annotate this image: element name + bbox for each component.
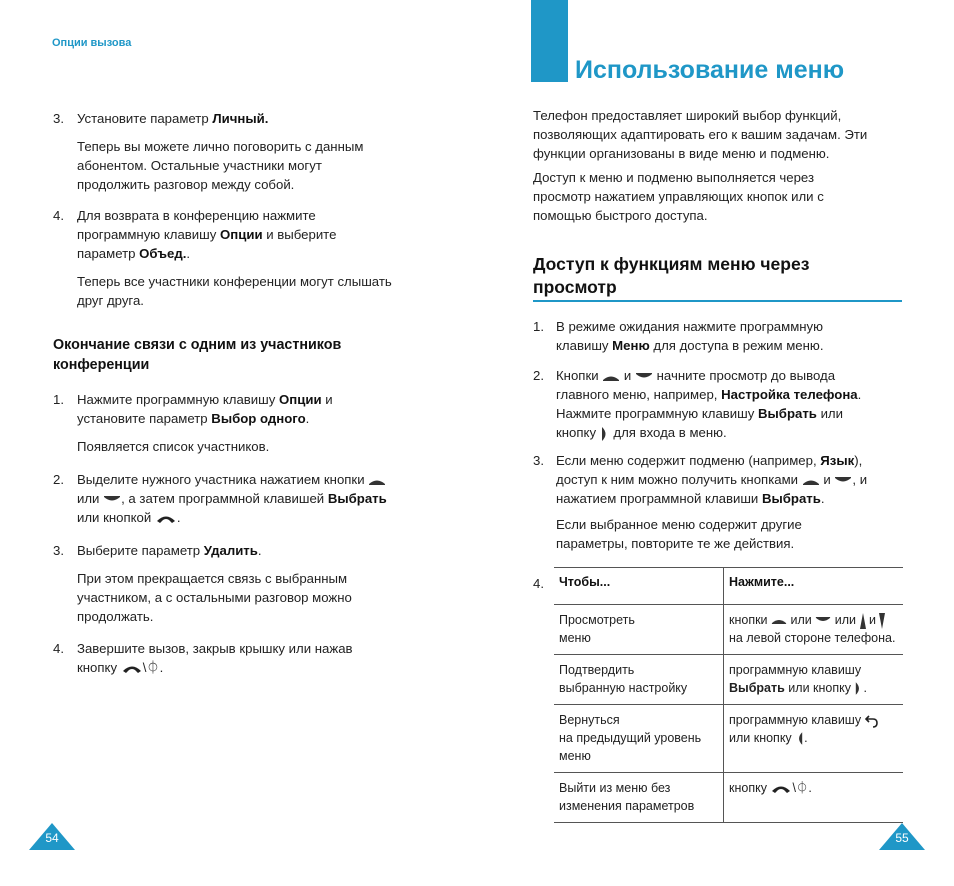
section-header: Опции вызова bbox=[52, 37, 132, 49]
step-number: 3. bbox=[53, 543, 64, 558]
end-call-key-icon bbox=[155, 513, 177, 525]
arrow-up-key-icon bbox=[771, 616, 787, 625]
step-number: 3. bbox=[53, 111, 64, 126]
step-number: 4. bbox=[53, 641, 64, 656]
step-text: Для возврата в конференцию нажмите программную клавишу Опции и выберите параметр Объед.. bbox=[77, 208, 337, 261]
step-text: Нажмите программную клавишу Опции и установите параметр Выбор одного. bbox=[77, 392, 333, 426]
actions-table bbox=[554, 567, 903, 823]
arrow-up-key-icon bbox=[602, 372, 620, 382]
heading-rule bbox=[533, 300, 902, 302]
volume-up-icon bbox=[860, 613, 866, 629]
step-number: 1. bbox=[53, 392, 64, 407]
step-number: 1. bbox=[533, 319, 544, 334]
back-arrow-icon bbox=[865, 714, 879, 728]
step-text: Выберите параметр Удалить. bbox=[77, 543, 262, 558]
title-accent-block bbox=[531, 0, 568, 82]
table-cell: Просмотреть меню bbox=[554, 605, 724, 655]
arrow-up-key-icon bbox=[802, 476, 820, 486]
table-header-row bbox=[554, 568, 903, 605]
end-call-key-icon bbox=[770, 783, 792, 795]
step-number: 3. bbox=[533, 453, 544, 468]
step-text: Кнопки и начните просмотр до вывода главного меню, например, Настройка телефона. Нажмите программную клавишу Выбрать или кнопку для входа в меню. bbox=[556, 368, 862, 440]
table-row bbox=[554, 705, 903, 773]
table-cell: кнопки или или и на левой стороне телефона. bbox=[729, 613, 896, 645]
page-number: 54 bbox=[45, 831, 59, 845]
step-text: Выделите нужного участника нажатием кнопки или , а затем программной клавишей Выбрать или кнопкой . bbox=[77, 472, 387, 525]
step-text: В режиме ожидания нажмите программную клавишу Меню для доступа в режим меню. bbox=[556, 319, 824, 353]
step-detail: При этом прекращается связь с выбранным участником, а с остальными разговор можно продолжать. bbox=[77, 571, 352, 624]
arrow-down-key-icon bbox=[635, 372, 653, 382]
section-heading: Доступ к функциям меню через просмотр bbox=[533, 254, 810, 297]
table-cell: Выйти из меню без изменения параметров bbox=[554, 773, 724, 823]
table-header-cell: Чтобы... bbox=[554, 568, 724, 605]
end-call-key-icon bbox=[121, 663, 143, 675]
arrow-down-key-icon bbox=[815, 616, 831, 625]
table-cell: программную клавишу или кнопку . bbox=[724, 705, 904, 773]
table-row bbox=[554, 655, 903, 705]
table-cell: Подтвердить выбранную настройку bbox=[554, 655, 724, 705]
step-detail: Теперь вы можете лично поговорить с данным абонентом. Остальные участники могут продолжить разговор между собой. bbox=[77, 139, 364, 192]
page-title: Использование меню bbox=[575, 56, 845, 84]
arrow-up-key-icon bbox=[368, 476, 386, 486]
table-header-cell: Нажмите... bbox=[729, 575, 795, 589]
table-cell: программную клавишу Выбрать или кнопку . bbox=[729, 663, 867, 695]
arrow-down-key-icon bbox=[834, 476, 852, 486]
step-text: Если меню содержит подменю (например, Язык), доступ к ним можно получить кнопками и , и нажатием программной клавиши Выбрать. bbox=[556, 453, 868, 506]
section-heading: Окончание связи с одним из участников конференции bbox=[53, 337, 342, 373]
table-row bbox=[554, 605, 903, 655]
step-detail: Если выбранное меню содержит другие параметры, повторите те же действия. bbox=[556, 517, 802, 551]
step-number: 2. bbox=[53, 472, 64, 487]
step-text: Установите параметр Личный. bbox=[77, 111, 269, 126]
volume-down-icon bbox=[879, 613, 885, 629]
left-soft-key-icon bbox=[795, 731, 804, 746]
step-detail: Появляется список участников. bbox=[77, 439, 270, 454]
table-row bbox=[554, 773, 903, 823]
step-number: 4. bbox=[533, 576, 544, 591]
table-cell: кнопку \⏀. bbox=[729, 781, 812, 795]
arrow-down-key-icon bbox=[103, 495, 121, 505]
step-text: Завершите вызов, закрыв крышку или нажав кнопку \⏀. bbox=[77, 641, 353, 675]
step-detail: Теперь все участники конференции могут слышать друг друга. bbox=[77, 274, 392, 308]
intro-paragraph: Телефон предоставляет широкий выбор функций, позволяющих адаптировать его к вашим задачам. Эти функции организованы в виде меню и подменю. bbox=[533, 108, 868, 161]
right-soft-key-icon bbox=[600, 426, 610, 442]
intro-paragraph: Доступ к меню и подменю выполняется через просмотр нажатием управляющих кнопок или с помощью быстрого доступа. bbox=[533, 170, 824, 223]
table-cell: Вернуться на предыдущий уровень меню bbox=[554, 705, 724, 773]
step-number: 2. bbox=[533, 368, 544, 383]
step-number: 4. bbox=[53, 208, 64, 223]
page-number: 55 bbox=[895, 831, 909, 845]
